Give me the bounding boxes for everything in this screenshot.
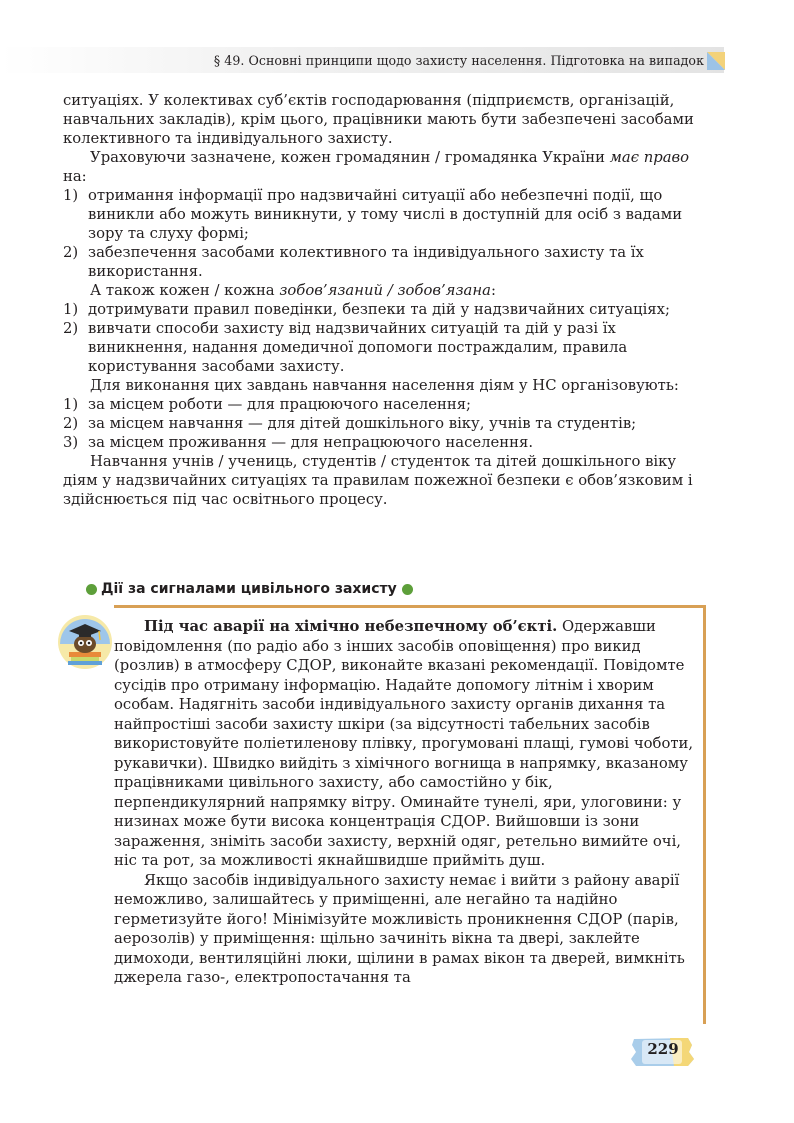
- page-number: 229: [647, 1040, 679, 1058]
- list-item: 2) забезпечення засобами колективного та індивідуального захисту та їх використання.: [63, 244, 644, 280]
- info-box-text: [114, 617, 704, 988]
- list-item: 1) за місцем роботи — для працюючого населення;: [63, 396, 472, 413]
- list-item: 1) дотримувати правил поведінки, безпеки та дій у надзвичайних ситуаціях;: [63, 301, 670, 318]
- list-item: 1) отримання інформації про надзвичайні ситуації або небезпечні події, що виникли або можуть виникнути, у тому числі в доступній для осіб з вадами зору та слуху формі;: [63, 187, 683, 242]
- paragraph-4: Для виконання цих завдань навчання населення діям у НС організовують:: [90, 377, 679, 394]
- list-item: 3) за місцем проживання — для непрацюючого населення.: [63, 434, 534, 451]
- emphasis-duties: зобов’язаний / зобов’язана: [279, 282, 491, 299]
- box-paragraph-1: Під час аварії на хімічно небезпечному об’єкті. Одержавши повідомлення (по радіо або з інших засобів оповіщення) про викид (розлив) в атмосферу СДОР, виконайте вказані рекомендації. Повідомте сусідів про отриману інформацію. Надайте допомогу літнім і хворим особам. Надягніть засоби індивідуального захисту органів дихання та найпростіші засоби захисту шкіри (за відсутності табельних засобів використовуйте поліетиленову плівку, прогумовані плащі, гумові чоботи, рукавички). Швидко вийдіть з хімічного вогнища в напрямку, вказаному працівниками цивільного захисту, або самостійно у бік, перпендикулярний напрямку вітру. Оминайте тунелі, яри, улоговини: у низинах може бути висока концентрація СДОР. Вийшовши із зони зараження, зніміть засоби захисту, верхній одяг, ретельно вимийте очі, ніс та рот, за можливості якнайшвидше прийміть душ.: [114, 618, 694, 869]
- section-heading: Дії за сигналами цивільного захисту: [86, 581, 413, 597]
- header-corner-icon: [707, 52, 725, 70]
- main-text: [63, 91, 704, 509]
- box-paragraph-2: Якщо засобів індивідуального захисту немає і вийти з району аварії неможливо, залишайтесь у приміщенні, але негайно та надійно герметизуйте його! Мінімізуйте можливість проникнення СДОР (парів, аерозолів) у приміщення: щільно зачиніть вікна та двері, заклейте димоходи, вентиляційні люки, щілини в рамах вікон та дверей, вимкніть джерела газо-, електропостачання та: [114, 871, 685, 986]
- paragraph-1: ситуаціях. У колективах суб’єктів господарювання (підприємств, організацій, навчальних закладів), крім цього, працівники мають бути забезпечені засобами колективного та індивідуального захисту.: [63, 92, 694, 147]
- graduation-owl-icon: [57, 614, 113, 670]
- green-dot-icon: [402, 584, 413, 595]
- green-dot-icon: [86, 584, 97, 595]
- list-item: 2) за місцем навчання — для дітей дошкільного віку, учнів та студентів;: [63, 415, 637, 432]
- paragraph-3: А також кожен / кожна зобов’язаний / зобов’язана:: [90, 282, 496, 299]
- emphasis-rights: має право: [609, 149, 690, 166]
- running-title: § 49. Основні принципи щодо захисту населення. Підготовка на випадок: [213, 53, 704, 68]
- box-bold-lead: Під час аварії на хімічно небезпечному об’єкті.: [144, 618, 558, 635]
- list-item: 2) вивчати способи захисту від надзвичайних ситуацій та дій у разі їх виникнення, надання домедичної допомоги постраждалим, правила користування засобами захисту.: [63, 320, 628, 375]
- paragraph-2: Ураховуючи зазначене, кожен громадянин / громадянка України має право на:: [63, 149, 690, 185]
- paragraph-5: Навчання учнів / учениць, студентів / студенток та дітей дошкільного віку діям у надзвичайних ситуаціях та правилам пожежної безпеки є обов’язковим і здійснюється під час освітнього процесу.: [63, 453, 693, 508]
